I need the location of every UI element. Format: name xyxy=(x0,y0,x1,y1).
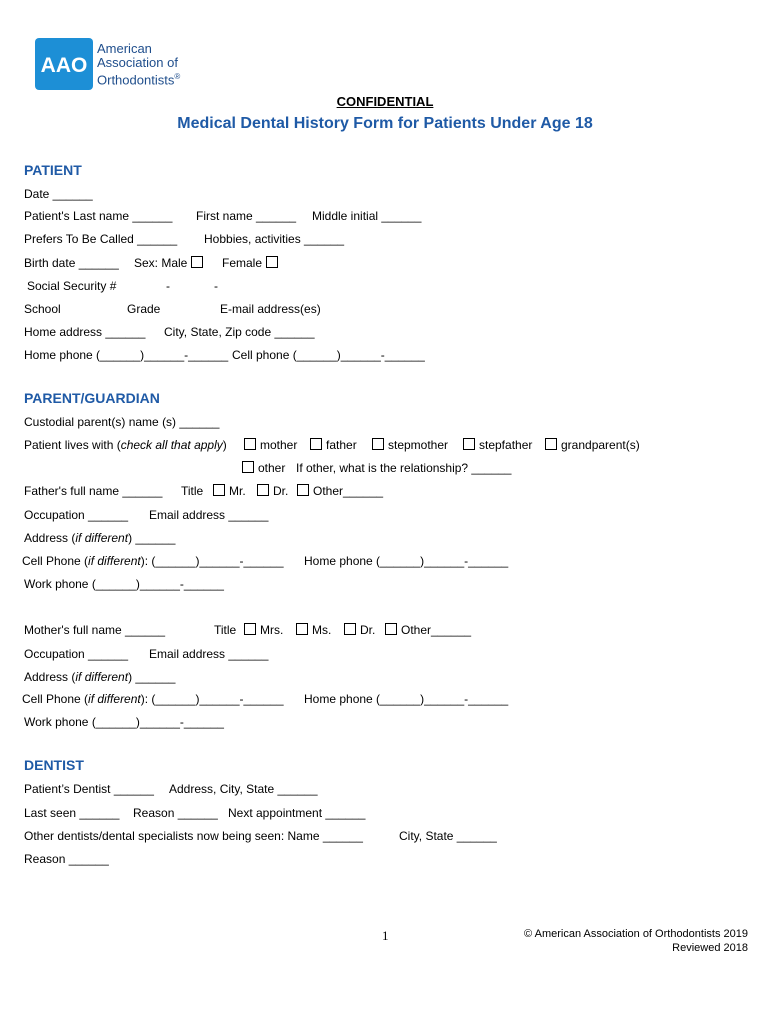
mother-title-label: Title xyxy=(214,623,237,637)
mother-email-field[interactable]: Email address ______ xyxy=(149,647,269,661)
lives-with-grandparent-option[interactable]: grandparent(s) xyxy=(541,438,640,452)
org-line-3: Orthodontists® xyxy=(97,72,181,88)
logo-mark: AAO xyxy=(40,54,88,77)
lives-with-label: Patient lives with (check all that apply) xyxy=(24,438,227,452)
sex-female-option[interactable]: Female xyxy=(222,256,282,270)
aao-logo xyxy=(35,38,93,90)
mother-occupation-field[interactable]: Occupation ______ xyxy=(24,647,129,661)
custodial-parent-field[interactable]: Custodial parent(s) name (s) ______ xyxy=(24,415,220,429)
father-work-phone-field[interactable]: Work phone (______)______-______ xyxy=(24,577,224,591)
female-checkbox[interactable] xyxy=(266,256,278,268)
birth-date-field[interactable]: Birth date ______ xyxy=(24,256,119,270)
other-dentists-reason-field[interactable]: Reason ______ xyxy=(24,852,109,866)
other-dentists-name-field[interactable]: Other dentists/dental specialists now being seen: Name ______ xyxy=(24,829,363,843)
email-label[interactable]: E-mail address(es) xyxy=(220,302,321,316)
page-number: 1 xyxy=(382,928,389,943)
lives-with-stepmother-option[interactable]: stepmother xyxy=(368,438,448,452)
prefers-called-field[interactable]: Prefers To Be Called ______ xyxy=(24,232,178,246)
mother-other-checkbox[interactable] xyxy=(385,623,397,635)
male-checkbox[interactable] xyxy=(191,256,203,268)
patients-dentist-field[interactable]: Patient’s Dentist ______ xyxy=(24,782,154,796)
father-checkbox[interactable] xyxy=(310,438,322,450)
city-state-zip-field[interactable]: City, State, Zip code ______ xyxy=(164,325,315,339)
father-name-field[interactable]: Father's full name ______ xyxy=(24,484,163,498)
cell-phone-field[interactable]: Cell phone (______)______-______ xyxy=(232,348,425,362)
father-email-field[interactable]: Email address ______ xyxy=(149,508,269,522)
lives-with-mother-option[interactable]: mother xyxy=(240,438,297,452)
next-appointment-field[interactable]: Next appointment ______ xyxy=(228,806,366,820)
form-title: Medical Dental History Form for Patients Under Age 18 xyxy=(177,115,593,132)
section-patient: PATIENT xyxy=(24,162,82,178)
father-title-mr-option[interactable]: Mr. xyxy=(209,484,246,498)
mother-title-mrs-option[interactable]: Mrs. xyxy=(240,623,283,637)
mother-title-ms-option[interactable]: Ms. xyxy=(292,623,331,637)
father-address-field[interactable]: Address (if different) ______ xyxy=(24,531,176,545)
first-name-field[interactable]: First name ______ xyxy=(196,209,297,223)
section-parent-guardian: PARENT/GUARDIAN xyxy=(24,390,160,406)
dentist-address-field[interactable]: Address, City, State ______ xyxy=(169,782,318,796)
father-title-other-option[interactable]: Other______ xyxy=(293,484,383,498)
other-dentists-city-field[interactable]: City, State ______ xyxy=(399,829,497,843)
lives-with-other-option[interactable]: other xyxy=(238,461,285,475)
mother-dr-checkbox[interactable] xyxy=(344,623,356,635)
last-seen-field[interactable]: Last seen ______ xyxy=(24,806,120,820)
home-address-field[interactable]: Home address ______ xyxy=(24,325,146,339)
mother-work-phone-field[interactable]: Work phone (______)______-______ xyxy=(24,715,224,729)
ms-checkbox[interactable] xyxy=(296,623,308,635)
dr-checkbox[interactable] xyxy=(257,484,269,496)
mother-cell-phone-field[interactable]: Cell Phone (if different): (______)______-______ xyxy=(22,692,284,706)
footer-copyright xyxy=(524,927,748,955)
ssn-label: Social Security # xyxy=(27,279,117,293)
school-label[interactable]: School xyxy=(24,302,61,316)
stepfather-checkbox[interactable] xyxy=(463,438,475,450)
reviewed-line: Reviewed 2018 xyxy=(672,942,748,954)
father-title-dr-option[interactable]: Dr. xyxy=(253,484,288,498)
middle-initial-field[interactable]: Middle initial ______ xyxy=(312,209,422,223)
hobbies-field[interactable]: Hobbies, activities ______ xyxy=(204,232,345,246)
copyright-line: © American Association of Orthodontists 2019 xyxy=(524,928,748,940)
grade-label[interactable]: Grade xyxy=(127,302,161,316)
father-title-label: Title xyxy=(181,484,204,498)
mother-title-other-option[interactable]: Other______ xyxy=(381,623,471,637)
ssn-dash-1: - xyxy=(166,279,170,293)
father-occupation-field[interactable]: Occupation ______ xyxy=(24,508,129,522)
org-name xyxy=(97,42,180,87)
mrs-checkbox[interactable] xyxy=(244,623,256,635)
grandparent-checkbox[interactable] xyxy=(545,438,557,450)
other-relationship-field[interactable]: If other, what is the relationship? ______ xyxy=(296,461,512,475)
mother-home-phone-field[interactable]: Home phone (______)______-______ xyxy=(304,692,509,706)
home-phone-field[interactable]: Home phone (______)______-______ xyxy=(24,348,229,362)
org-line-1: American xyxy=(97,41,152,56)
ssn-dash-2: - xyxy=(214,279,218,293)
lives-with-stepfather-option[interactable]: stepfather xyxy=(459,438,532,452)
org-line-2: Association of xyxy=(97,55,178,70)
date-field[interactable]: Date ______ xyxy=(24,187,93,201)
mother-checkbox[interactable] xyxy=(244,438,256,450)
mother-address-field[interactable]: Address (if different) ______ xyxy=(24,670,176,684)
sex-male-option[interactable]: Sex: Male xyxy=(134,256,207,270)
mother-title-dr-option[interactable]: Dr. xyxy=(340,623,375,637)
registered-mark: ® xyxy=(174,72,181,81)
other-title-checkbox[interactable] xyxy=(297,484,309,496)
last-name-field[interactable]: Patient's Last name ______ xyxy=(24,209,173,223)
last-seen-reason-field[interactable]: Reason ______ xyxy=(133,806,218,820)
mother-name-field[interactable]: Mother's full name ______ xyxy=(24,623,166,637)
section-dentist: DENTIST xyxy=(24,757,84,773)
father-home-phone-field[interactable]: Home phone (______)______-______ xyxy=(304,554,509,568)
lives-with-father-option[interactable]: father xyxy=(306,438,357,452)
stepmother-checkbox[interactable] xyxy=(372,438,384,450)
other-checkbox[interactable] xyxy=(242,461,254,473)
father-cell-phone-field[interactable]: Cell Phone (if different): (______)______-______ xyxy=(22,554,284,568)
mr-checkbox[interactable] xyxy=(213,484,225,496)
confidential-label: CONFIDENTIAL xyxy=(336,94,434,109)
